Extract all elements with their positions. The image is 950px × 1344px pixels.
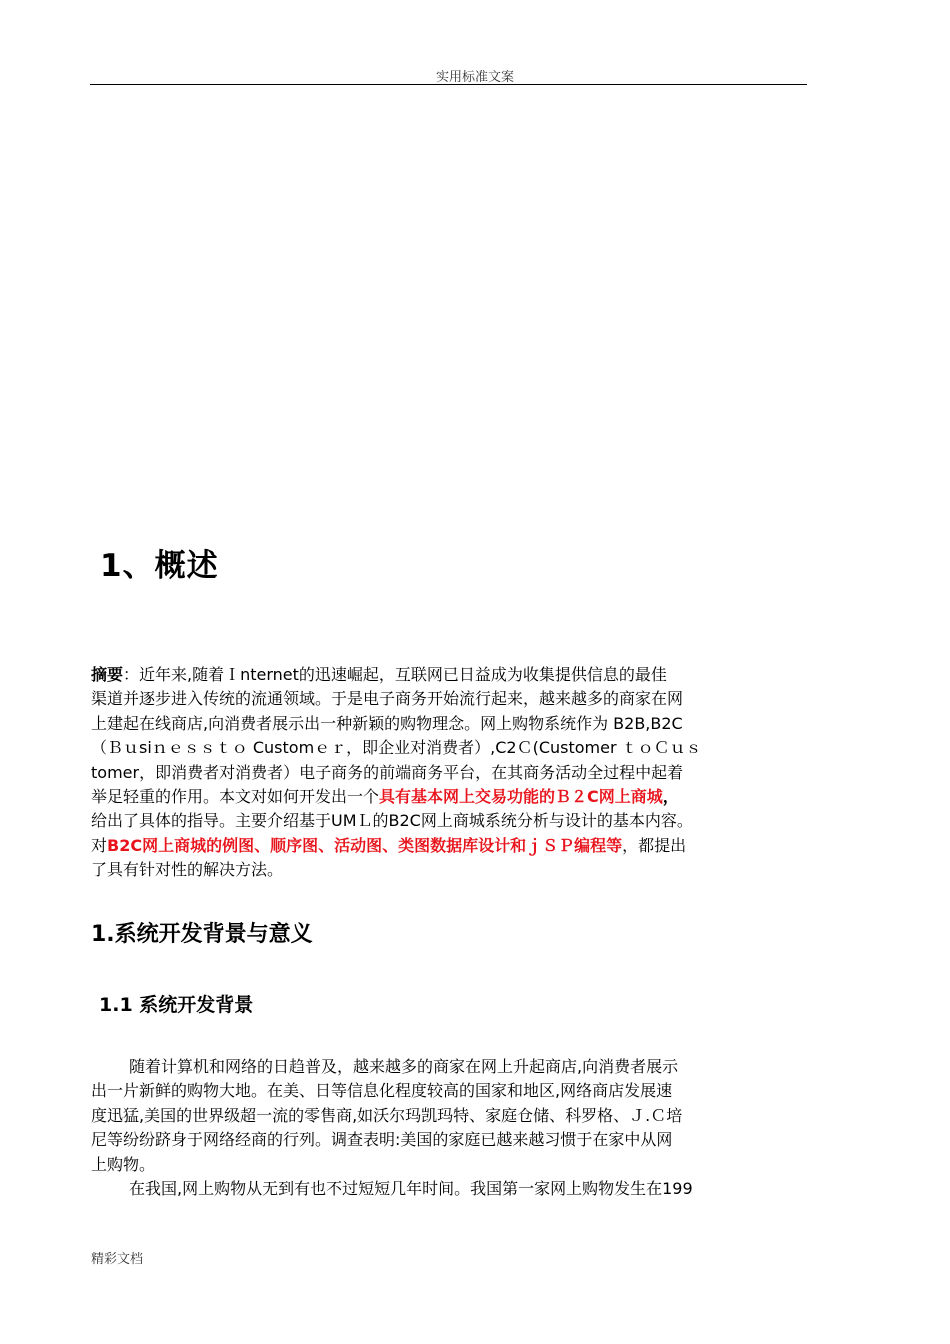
section-title: 1.系统开发背景与意义	[91, 922, 313, 947]
abstract-line: 给出了具体的指导。主要介绍基于UMＬ的B2C网上商城系统分析与设计的基本内容。	[91, 811, 693, 831]
abstract-line: （Ｂｕsiｎｅｓｓｔｏ Customｅｒ，即企业对消费者）,C2Ｃ(Customer ｔｏＣｕｓ	[91, 738, 702, 758]
chapter-title: 1、概述	[100, 548, 219, 584]
abstract-paragraph	[91, 663, 809, 883]
header-divider	[90, 84, 807, 85]
abstract-line: tomer，即消费者对消费者）电子商务的前端商务平台，在其商务活动全过程中起着	[91, 762, 684, 782]
body-line: 尼等纷纷跻身于网络经商的行列。调查表明:美国的家庭已越来越习惯于在家中从网	[91, 1130, 673, 1150]
abstract-line: 上建起在线商店,向消费者展示出一种新颖的购物理念。网上购物系统作为 B2B,B2C	[91, 713, 683, 733]
highlight-text: B2C网上商城的例图、顺序图、活动图、类图数据库设计和ｊＳＰ编程等	[107, 835, 623, 855]
page-footer: 精彩文档	[91, 1252, 144, 1267]
subsection-title: 1.1 系统开发背景	[99, 994, 254, 1016]
body-line: 度迅猛,美国的世界级超一流的零售商,如沃尔玛凯玛特、家庭仓储、科罗格、Ｊ.Ｃ培	[91, 1105, 683, 1125]
abstract-line: 了具有针对性的解决方法。	[91, 860, 284, 880]
body-line: 随着计算机和网络的日趋普及，越来越多的商家在网上升起商店,向消费者展示	[129, 1057, 679, 1076]
abstract-line: 举足轻重的作用。本文对如何开发出一个具有基本网上交易功能的Ｂ２C网上商城，	[91, 787, 679, 807]
body-line: 上购物。	[91, 1154, 156, 1174]
body-paragraph	[91, 1055, 809, 1201]
abstract-label: 摘要	[91, 665, 124, 684]
abstract-line: 对B2C网上商城的例图、顺序图、活动图、类图数据库设计和ｊＳＰ编程等，都提出	[91, 835, 687, 855]
abstract-line: 渠道并逐步进入传统的流通领域。于是电子商务开始流行起来，越来越多的商家在网	[91, 689, 684, 709]
abstract-line: 摘要：近年来,随着Ｉnternet的迅速崛起，互联网已日益成为收集提供信息的最佳	[91, 665, 667, 684]
body-line: 出一片新鲜的购物大地。在美、日等信息化程度较高的国家和地区,网络商店发展速	[91, 1081, 673, 1101]
page-header: 实用标准文案	[435, 70, 514, 85]
highlight-text: 具有基本网上交易功能的Ｂ２C网上商城	[379, 787, 663, 807]
body-line: 在我国,网上购物从无到有也不过短短几年时间。我国第一家网上购物发生在199	[129, 1179, 693, 1199]
